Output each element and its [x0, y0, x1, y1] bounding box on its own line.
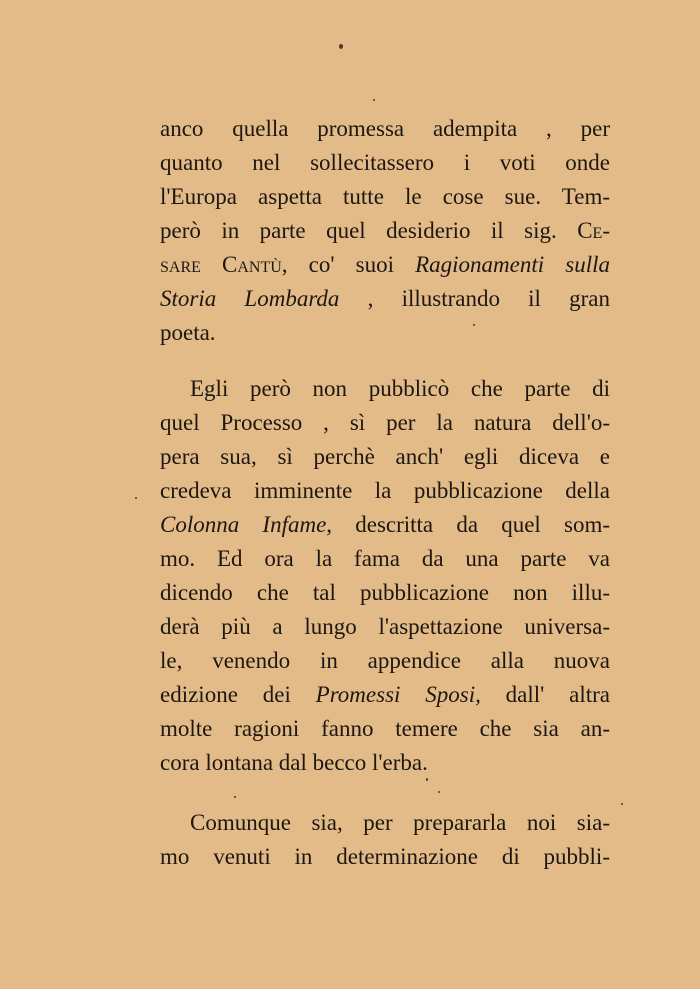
text-span: però in parte quel desiderio il sig. [160, 218, 578, 243]
text-line [160, 712, 610, 746]
paper-speck [234, 796, 236, 798]
paper-speck [339, 44, 343, 49]
book-title-italic: Ragionamenti sulla [415, 252, 610, 277]
text-line [160, 406, 610, 440]
text-line [160, 316, 610, 350]
paper-speck [135, 497, 137, 499]
paper-speck [438, 791, 440, 793]
text-line [160, 474, 610, 508]
text-span: molte ragioni fanno temere che sia an- [160, 716, 610, 741]
book-title-italic: Promessi Sposi, [315, 682, 481, 707]
text-line [160, 112, 610, 146]
book-title-italic: Storia Lombarda [160, 286, 340, 311]
text-span: dall' altra [480, 682, 610, 707]
text-span: , illustrando il gran [339, 286, 611, 311]
text-span: quel Processo , sì per la natura dell'o- [160, 410, 610, 435]
paper-speck [473, 324, 475, 326]
text-span: l'Europa aspetta tutte le cose sue. Tem- [160, 184, 610, 209]
text-line [160, 644, 610, 678]
text-span: Egli però non pubblicò che parte di [190, 376, 610, 401]
paragraph-1 [160, 112, 610, 350]
text-span: mo venuti in determinazione di pubbli- [160, 844, 610, 869]
text-line [160, 610, 610, 644]
text-span: quanto nel sollecitassero i voti onde [160, 150, 610, 175]
text-line [160, 678, 610, 712]
text-span: derà più a lungo l'aspettazione universa- [160, 614, 610, 639]
text-span: Comunque sia, per prepararla noi sia- [190, 810, 610, 835]
author-name-smallcaps: Ce- [577, 218, 610, 243]
paper-speck [426, 778, 428, 781]
text-line [160, 746, 610, 780]
author-name-smallcaps: sare Cantù [160, 252, 282, 277]
text-line [160, 840, 610, 874]
text-span: poeta. [160, 320, 216, 345]
text-span: cora lontana dal becco l'erba. [160, 750, 428, 775]
text-span: dicendo che tal pubblicazione non illu- [160, 580, 610, 605]
text-line [160, 282, 610, 316]
text-line [160, 146, 610, 180]
text-line [160, 440, 610, 474]
text-span: mo. Ed ora la fama da una parte va [160, 546, 610, 571]
paper-speck [621, 803, 623, 805]
paper-speck [373, 99, 375, 101]
text-line [160, 806, 610, 840]
text-line [160, 576, 610, 610]
book-title-italic: Colonna Infame [160, 512, 327, 537]
text-span: anco quella promessa adempita , per [160, 116, 610, 141]
text-span: edizione dei [160, 682, 316, 707]
text-line [160, 508, 610, 542]
text-line [160, 180, 610, 214]
text-line [160, 372, 610, 406]
text-span: credeva imminente la pubblicazione della [160, 478, 610, 503]
text-span: le, venendo in appendice alla nuova [160, 648, 610, 673]
text-line [160, 248, 610, 282]
paragraph-3 [160, 806, 610, 874]
text-span: pera sua, sì perchè anch' egli diceva e [160, 444, 610, 469]
text-line [160, 542, 610, 576]
text-span: , co' suoi [281, 252, 416, 277]
text-span: , descritta da quel som- [326, 512, 610, 537]
text-line [160, 214, 610, 248]
paragraph-2 [160, 372, 610, 780]
